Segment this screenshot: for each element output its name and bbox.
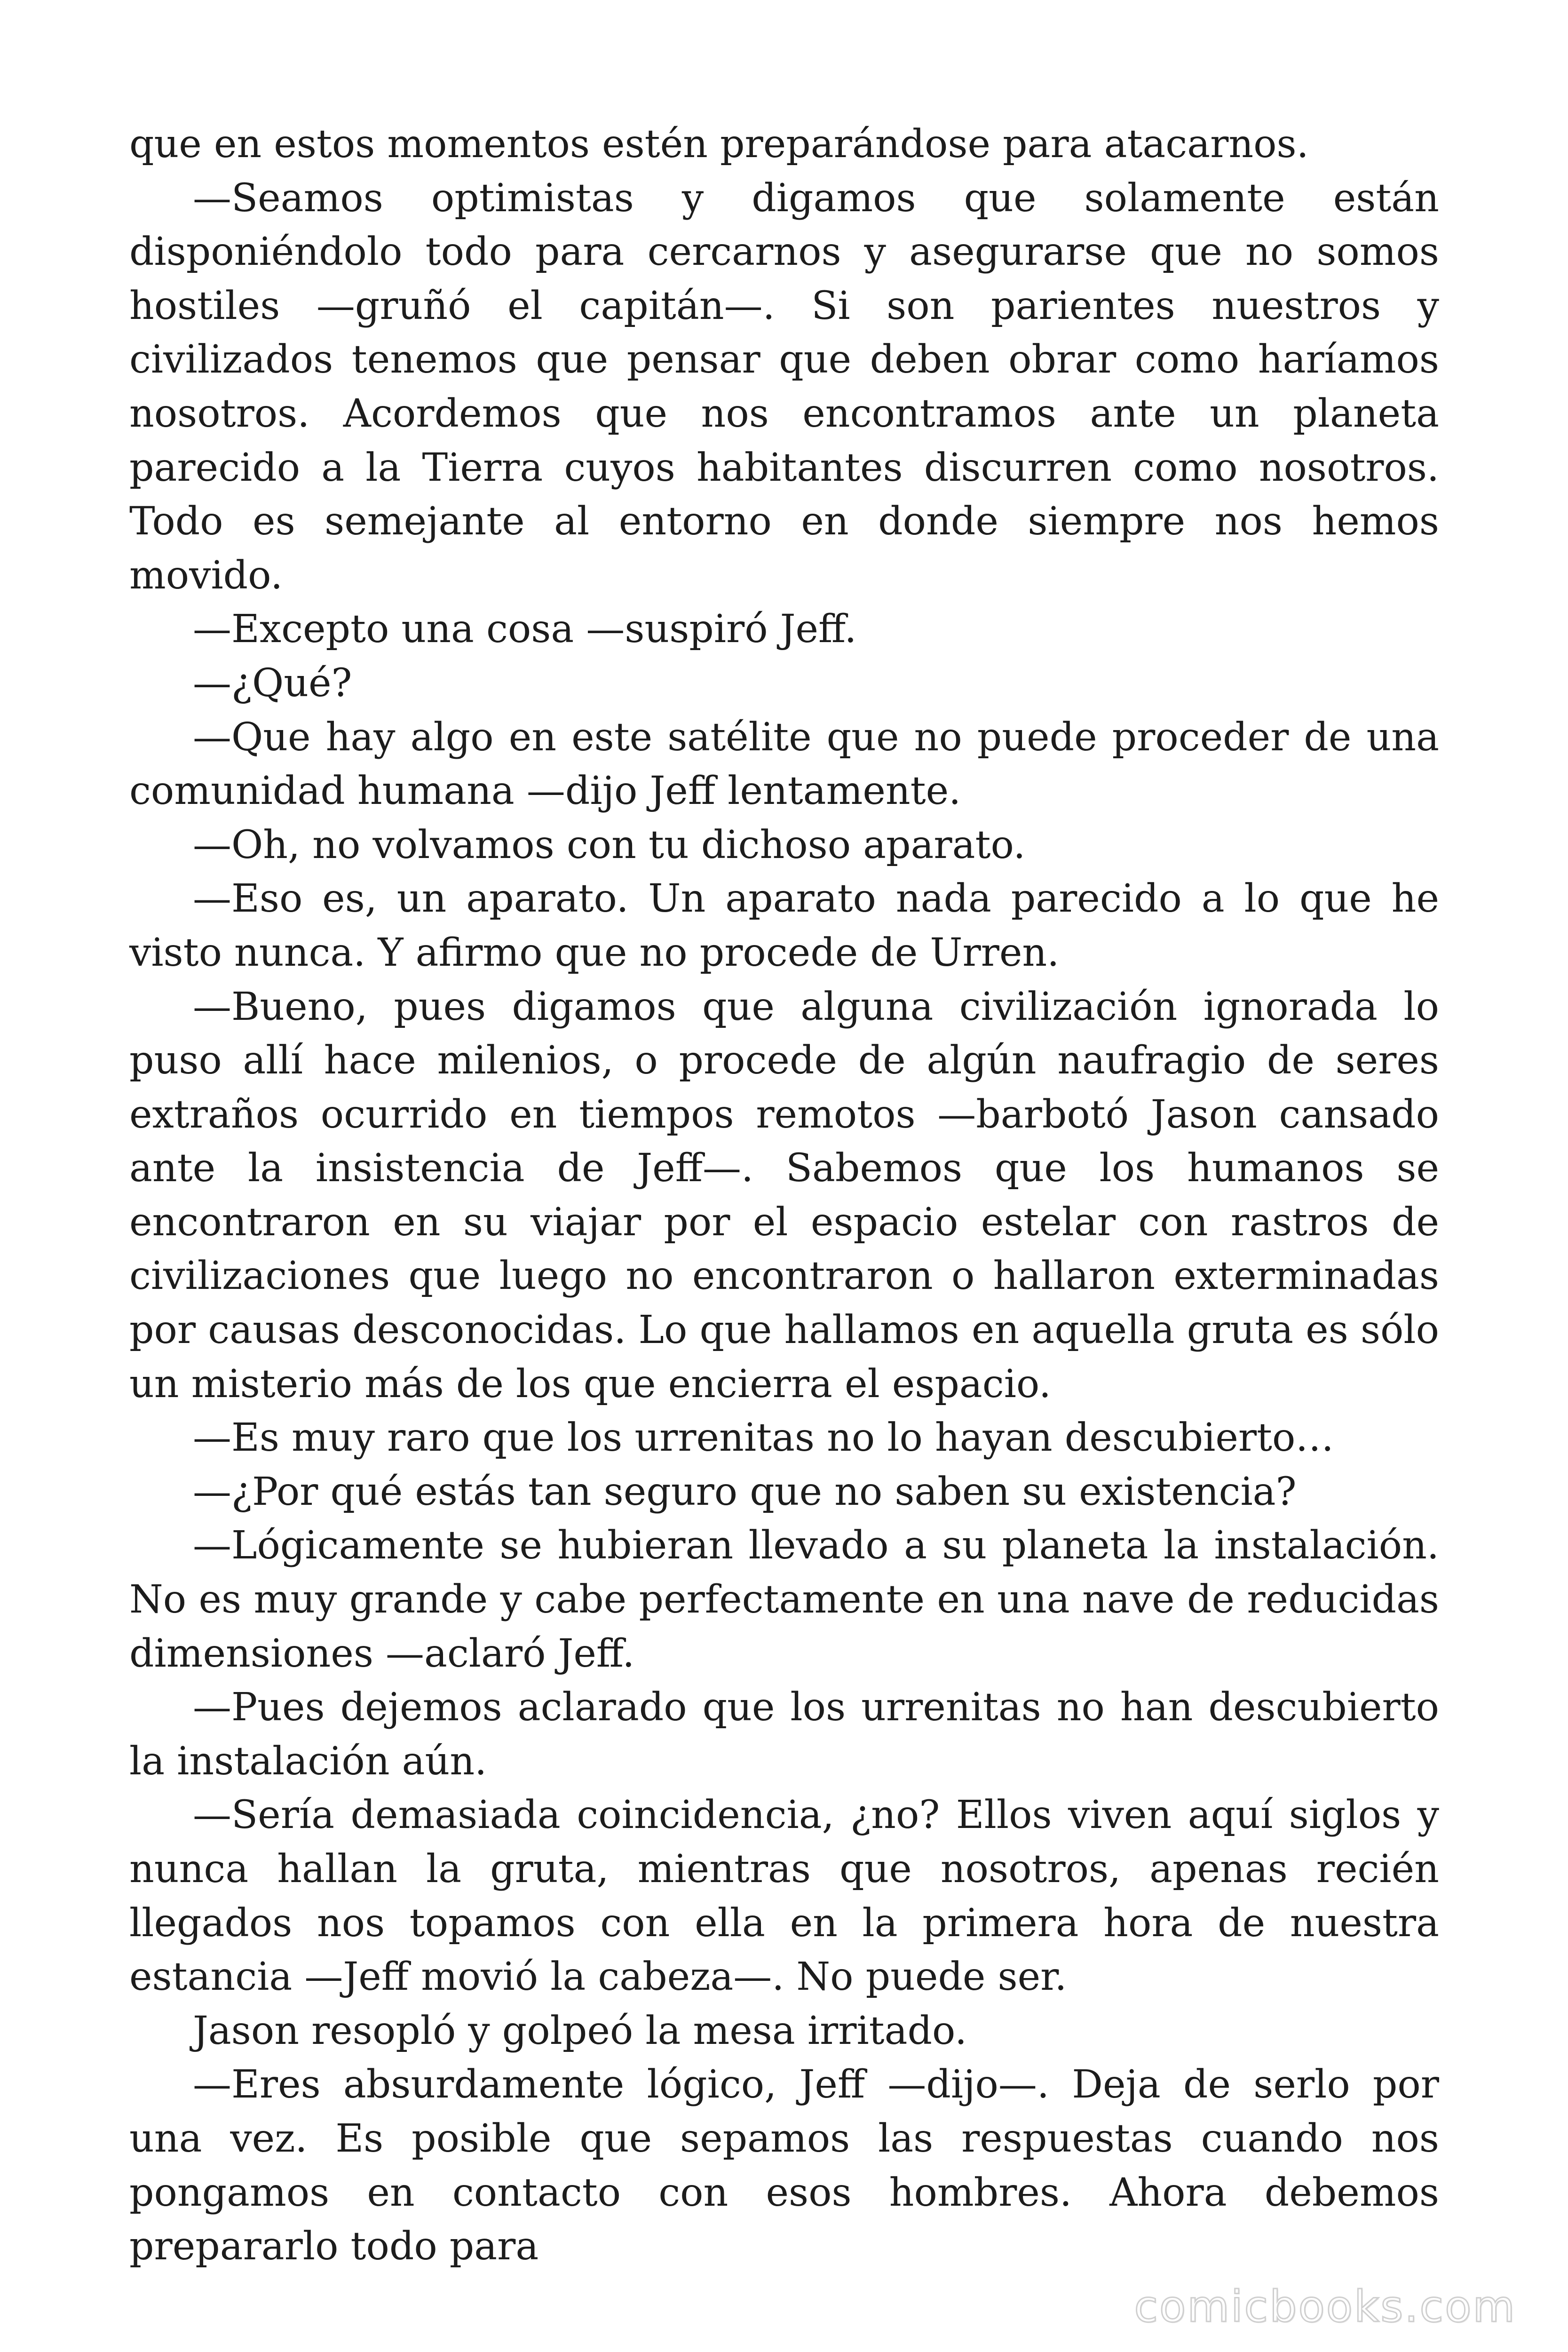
paragraph: —Seamos optimistas y digamos que solamente están disponiéndolo todo para cercarnos y asegurarse que no somos hostiles —gruñó el capitán—. Si son parientes nuestros y civilizados tenemos que pensar que deben obrar como haríamos nosotros. Acordemos que nos encontramos ante un planeta parecido a la Tierra cuyos habitantes discurren como nosotros. Todo es semejante al entorno en donde siempre nos hemos movido. xyxy=(129,175,1439,598)
paragraph: Jason resopló y golpeó la mesa irritado. xyxy=(193,2008,967,2053)
paragraph: —Oh, no volvamos con tu dichoso aparato. xyxy=(193,822,1026,867)
watermark: comicbooks.com xyxy=(1134,2281,1516,2332)
paragraph: —Pues dejemos aclarado que los urrenitas no han descubierto la instalación aún. xyxy=(129,1685,1439,1784)
paragraph: —Que hay algo en este satélite que no puede proceder de una comunidad humana —dijo Jeff lentamente. xyxy=(129,715,1439,814)
body-text xyxy=(129,118,1439,2274)
paragraph: —Es muy raro que los urrenitas no lo hayan descubierto… xyxy=(193,1415,1334,1461)
paragraph: —Eso es, un aparato. Un aparato nada parecido a lo que he visto nunca. Y afirmo que no procede de Urren. xyxy=(129,876,1439,975)
paragraph: —Eres absurdamente lógico, Jeff —dijo—. Deja de serlo por una vez. Es posible que sepamos las respuestas cuando nos pongamos en contacto con esos hombres. Ahora debemos prepararlo todo para xyxy=(129,2062,1439,2269)
paragraph: —Sería demasiada coincidencia, ¿no? Ellos viven aquí siglos y nunca hallan la gruta, mientras que nosotros, apenas recién llegados nos topamos con ella en la primera hora de nuestra estancia —Jeff movió la cabeza—. No puede ser. xyxy=(129,1793,1439,2000)
paragraph: —Excepto una cosa —suspiró Jeff. xyxy=(193,607,857,652)
paragraph: —Lógicamente se hubieran llevado a su planeta la instalación. No es muy grande y cabe perfectamente en una nave de reducidas dimensiones —aclaró Jeff. xyxy=(129,1523,1439,1676)
paragraph: —¿Qué? xyxy=(193,660,352,706)
paragraph: —Bueno, pues digamos que alguna civilización ignorada lo puso allí hace milenios, o procede de algún naufragio de seres extraños ocurrido en tiempos remotos —barbotó Jason cansado ante la insistencia de Jeff—. Sabemos que los humanos se encontraron en su viajar por el espacio estelar con rastros de civilizaciones que luego no encontraron o hallaron exterminadas por causas desconocidas. Lo que hallamos en aquella gruta es sólo un misterio más de los que encierra el espacio. xyxy=(129,984,1439,1406)
paragraph: —¿Por qué estás tan seguro que no saben su existencia? xyxy=(193,1469,1297,1514)
paragraph-continuation: que en estos momentos estén preparándose para atacarnos. xyxy=(129,122,1309,167)
